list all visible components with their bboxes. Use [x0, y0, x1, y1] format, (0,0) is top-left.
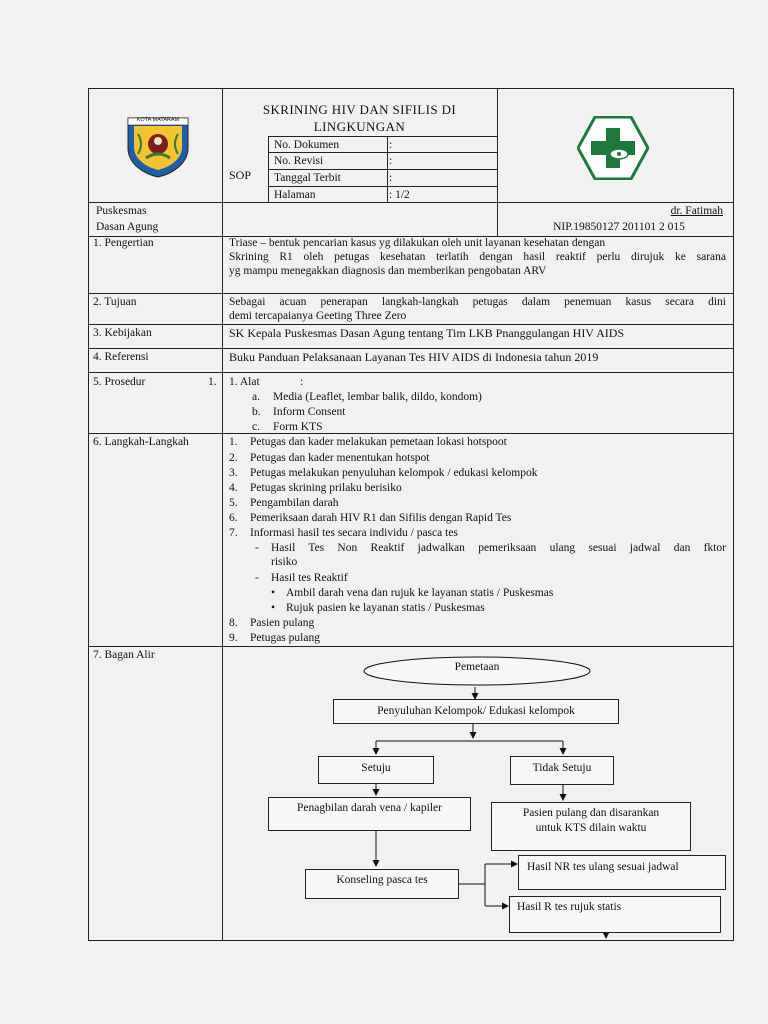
langkah-bullet-1-mark: • [271, 587, 276, 599]
pengertian-line-2: Skrining R1 oleh petugas kesehatan terlatih dengan hasil reaktif perlu dirujuk ke sarana [229, 251, 726, 263]
langkah-num-9: 9. [229, 632, 238, 644]
langkah-sub-2: Hasil tes Reaktif [271, 572, 348, 584]
field-no-dokumen-value: : [389, 139, 393, 151]
section-label-langkah: 6. Langkah-Langkah [93, 436, 189, 448]
langkah-num-2: 2. [229, 452, 238, 464]
row-line-langkah [88, 433, 733, 434]
langkah-step-6: Pemeriksaan darah HIV R1 dan Sifilis dengan Rapid Tes [250, 512, 512, 524]
prosedur-item-c: Form KTS [273, 421, 323, 433]
row-line-tujuan [88, 293, 733, 294]
section-label-prosedur: 5. Prosedur [93, 376, 146, 388]
langkah-sub-1-line-2: risiko [271, 556, 298, 568]
sop-title-line-2: LINGKUNGAN [313, 119, 406, 134]
flow-node-pasien-pulang-line-2: untuk KTS dilain waktu [535, 822, 647, 834]
langkah-bullet-1: Ambil darah vena dan rujuk ke layanan statis / Puskesmas [286, 587, 554, 599]
section-label-referensi: 4. Referensi [93, 351, 149, 363]
langkah-step-3: Petugas melakukan penyuluhan kelompok / edukasi kelompok [250, 467, 538, 479]
flow-node-setuju: Setuju [361, 762, 391, 774]
table-border-top [88, 88, 733, 89]
logo-caption: KOTA MATARAM [136, 117, 180, 123]
table-border-left [88, 88, 89, 941]
field-halaman: Halaman [274, 189, 316, 201]
head-name: dr. Fatimah [670, 205, 723, 217]
flow-node-hasil-r: Hasil R tes rujuk statis [517, 901, 622, 913]
kebijakan-text: SK Kepala Puskesmas Dasan Agung tentang Tim LKB Pnanggulangan HIV AIDS [229, 326, 625, 340]
tujuan-line-1: Sebagai acuan penerapan langkah-langkah petugas dalam penemuan kasus secara dini [229, 296, 726, 308]
doc-row-line-4 [268, 186, 497, 187]
field-halaman-value: : 1/2 [389, 189, 410, 201]
doc-row-line-1 [268, 136, 497, 137]
langkah-num-7: 7. [229, 527, 238, 539]
langkah-dash-1: - [255, 542, 259, 554]
pengertian-line-3: yg mampu menegakkan diagnosis dan memberikan pengobatan ARV [229, 265, 547, 277]
doc-row-line-3 [268, 169, 497, 170]
row-line-prosedur [88, 372, 733, 373]
header-bottom-line [88, 202, 733, 203]
field-no-revisi-value: : [389, 155, 393, 167]
pengertian-line-1: Triase – bentuk pencarian kasus yg dilakukan oleh unit layanan kesehatan dengan [229, 237, 606, 249]
flow-node-konseling: Konseling pasca tes [336, 874, 428, 886]
table-border-bottom [88, 940, 733, 941]
langkah-step-1: Petugas dan kader melakukan pemetaan lokasi hotspoot [250, 436, 507, 448]
flow-node-penyuluhan: Penyuluhan Kelompok/ Edukasi kelompok [377, 705, 575, 717]
langkah-step-4: Petugas skrining prilaku berisiko [250, 482, 402, 494]
prosedur-item-marker-c: c. [252, 421, 260, 433]
prosedur-item-b: Inform Consent [273, 406, 346, 418]
sop-label: SOP [229, 168, 252, 182]
prosedur-heading-colon: : [300, 376, 304, 388]
prosedur-side-number: 1. [208, 376, 217, 388]
sop-title-line-1: SKRINING HIV DAN SIFILIS DI [262, 102, 457, 117]
langkah-dash-2: - [255, 572, 259, 584]
prosedur-heading: 1. Alat [229, 376, 260, 388]
prosedur-item-a: Media (Leaflet, lembar balik, dildo, kondom) [273, 391, 482, 403]
doc-row-line-2 [268, 152, 497, 153]
flow-node-pasien-pulang-line-1: Pasien pulang dan disarankan [522, 807, 660, 819]
head-nip: NIP.19850127 201101 2 015 [553, 221, 685, 233]
table-border-right [733, 88, 734, 941]
tujuan-line-2: demi tercapaianya Geeting Three Zero [229, 310, 407, 322]
field-tanggal-terbit-value: : [389, 172, 393, 184]
flow-node-pengambilan: Penagbilan darah vena / kapiler [297, 802, 442, 814]
langkah-num-4: 4. [229, 482, 238, 494]
field-tanggal-terbit: Tanggal Terbit [274, 172, 341, 184]
langkah-bullet-2-mark: • [271, 602, 276, 614]
prosedur-item-marker-a: a. [252, 391, 260, 403]
langkah-step-9: Petugas pulang [250, 632, 320, 644]
row-line-referensi [88, 348, 733, 349]
section-label-bagan: 7. Bagan Alir [93, 649, 155, 661]
langkah-step-2: Petugas dan kader menentukan hotspot [250, 452, 430, 464]
section-label-tujuan: 2. Tujuan [93, 296, 137, 308]
field-no-dokumen: No. Dokumen [274, 139, 340, 151]
puskesmas-logo-icon [577, 116, 649, 180]
langkah-num-3: 3. [229, 467, 238, 479]
flow-node-hasil-nr: Hasil NR tes ulang sesuai jadwal [527, 861, 679, 873]
langkah-num-1: 1. [229, 436, 238, 448]
langkah-bullet-2: Rujuk pasien ke layanan statis / Puskesmas [286, 602, 485, 614]
flow-node-pemetaan: Pemetaan [454, 661, 500, 673]
langkah-step-7: Informasi hasil tes secara individu / pasca tes [250, 527, 458, 539]
langkah-num-6: 6. [229, 512, 238, 524]
langkah-step-5: Pengambilan darah [250, 497, 339, 509]
puskesmas-label: Puskesmas [96, 205, 147, 217]
langkah-num-5: 5. [229, 497, 238, 509]
prosedur-item-marker-b: b. [252, 406, 261, 418]
row-line-kebijakan [88, 324, 733, 325]
section-label-kebijakan: 3. Kebijakan [93, 327, 152, 339]
field-no-revisi: No. Revisi [274, 155, 324, 167]
section-label-pengertian: 1. Pengertian [93, 237, 154, 249]
referensi-text: Buku Panduan Pelaksanaan Layanan Tes HIV AIDS di Indonesia tahun 2019 [229, 350, 599, 364]
langkah-step-8: Pasien pulang [250, 617, 315, 629]
puskesmas-name: Dasan Agung [96, 221, 159, 233]
flow-node-tidak-setuju: Tidak Setuju [532, 762, 592, 774]
langkah-sub-1-line-1: Hasil Tes Non Reaktif jadwalkan pemeriksaan ulang sesuai jadwal dan fktor [271, 542, 726, 554]
langkah-num-8: 8. [229, 617, 238, 629]
